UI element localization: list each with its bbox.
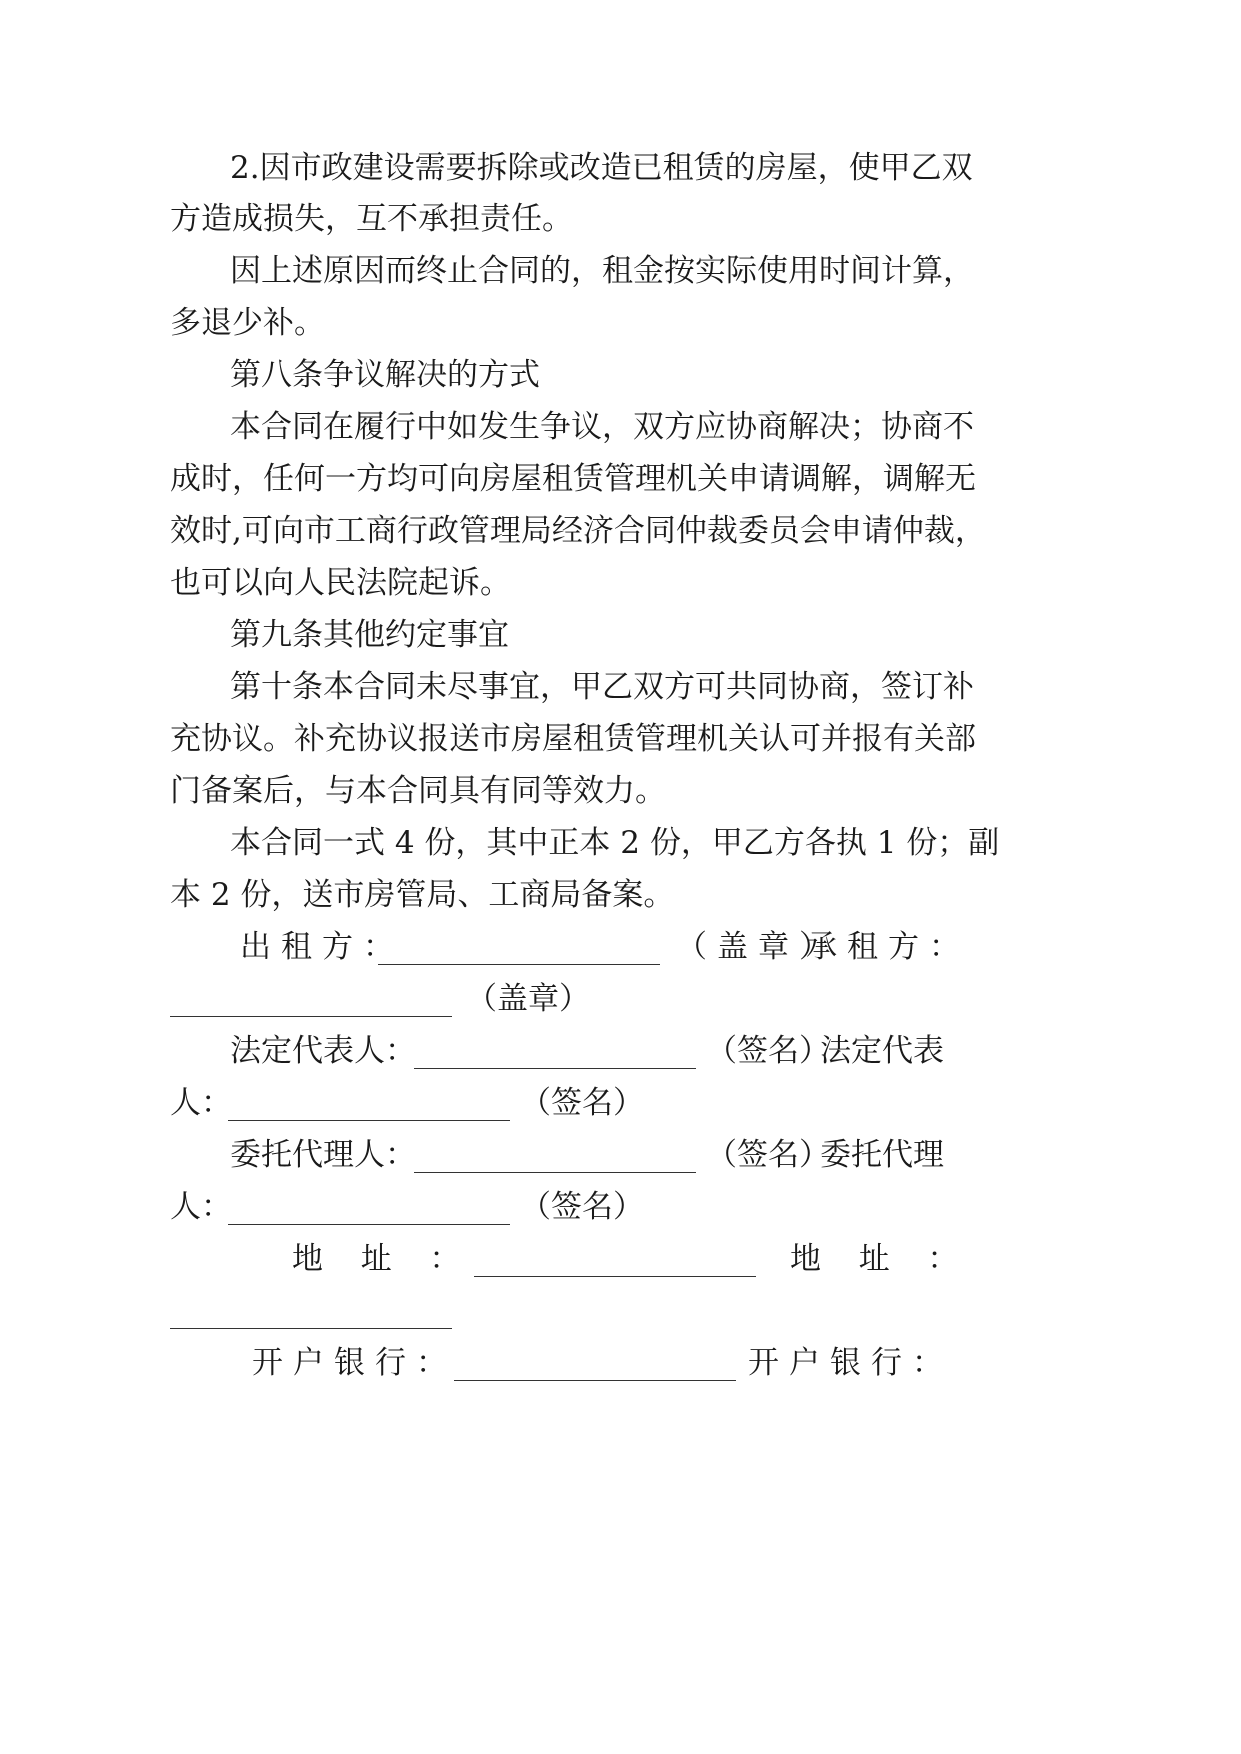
legal-rep-lessor-sign-note: （签名） [706, 1033, 830, 1069]
legal-rep-lessee-label-a: 法定代表 [820, 1033, 944, 1069]
lessee-signature-blank[interactable] [170, 990, 452, 1017]
agent-lessor-sign-note: （签名） [706, 1137, 830, 1173]
clause-9-heading: 第九条其他约定事宜 [230, 617, 509, 653]
clause-8-line-3: 效时,可向市工商行政管理局经济合同仲裁委员会申请仲裁， [170, 513, 986, 549]
bank-label-lessor: 开户银行： [252, 1345, 457, 1381]
clause-8-line-4: 也可以向人民法院起诉。 [170, 565, 511, 601]
clause-7-item-2-line-1: 2.因市政建设需要拆除或改造已租赁的房屋，使甲乙双 [230, 150, 973, 186]
lessee-seal-note: （盖章） [466, 981, 590, 1017]
clause-7-settlement-line-1: 因上述原因而终止合同的，租金按实际使用时间计算， [230, 253, 974, 289]
address-lessee-blank[interactable] [170, 1302, 452, 1329]
clause-8-line-1: 本合同在履行中如发生争议，双方应协商解决；协商不 [230, 409, 974, 445]
clause-8-heading: 第八条争议解决的方式 [230, 357, 540, 393]
lessor-seal-note: （盖章） [676, 929, 840, 965]
address-lessor-blank[interactable] [474, 1250, 756, 1277]
clause-10-line-1: 第十条本合同未尽事宜，甲乙双方可共同协商，签订补 [230, 669, 974, 705]
address-label-lessor: 地 址 ： [292, 1241, 467, 1277]
lessee-label: 承租方： [806, 929, 970, 965]
clause-8-line-2: 成时，任何一方均可向房屋租赁管理机关申请调解，调解无 [170, 461, 976, 497]
address-label-lessee: 地 址 ： [790, 1241, 965, 1277]
legal-rep-lessee-label-b: 人： [170, 1085, 232, 1121]
agent-lessor-blank[interactable] [414, 1146, 696, 1173]
clause-7-settlement-line-2: 多退少补。 [170, 305, 325, 341]
bank-label-lessee: 开户银行： [748, 1345, 953, 1381]
agent-lessee-blank[interactable] [228, 1198, 510, 1225]
lessor-label: 出租方： [240, 929, 404, 965]
lessor-signature-blank[interactable] [378, 938, 660, 965]
agent-lessee-label-b: 人： [170, 1189, 232, 1225]
agent-lessee-sign-note: （签名） [520, 1189, 644, 1225]
copies-line-2: 本 2 份，送市房管局、工商局备案。 [170, 877, 675, 913]
agent-label: 委托代理人： [230, 1137, 416, 1173]
copies-line-1: 本合同一式 4 份，其中正本 2 份，甲乙方各执 1 份；副 [230, 825, 1000, 861]
legal-rep-lessor-blank[interactable] [414, 1042, 696, 1069]
legal-rep-lessee-sign-note: （签名） [520, 1085, 644, 1121]
clause-10-line-3: 门备案后，与本合同具有同等效力。 [170, 773, 666, 809]
legal-rep-lessee-blank[interactable] [228, 1094, 510, 1121]
bank-lessor-blank[interactable] [454, 1354, 736, 1381]
agent-lessee-label-a: 委托代理 [820, 1137, 944, 1173]
legal-rep-label: 法定代表人： [230, 1033, 416, 1069]
clause-10-line-2: 充协议。补充协议报送市房屋租赁管理机关认可并报有关部 [170, 721, 976, 757]
clause-7-item-2-line-2: 方造成损失，互不承担责任。 [170, 201, 573, 237]
